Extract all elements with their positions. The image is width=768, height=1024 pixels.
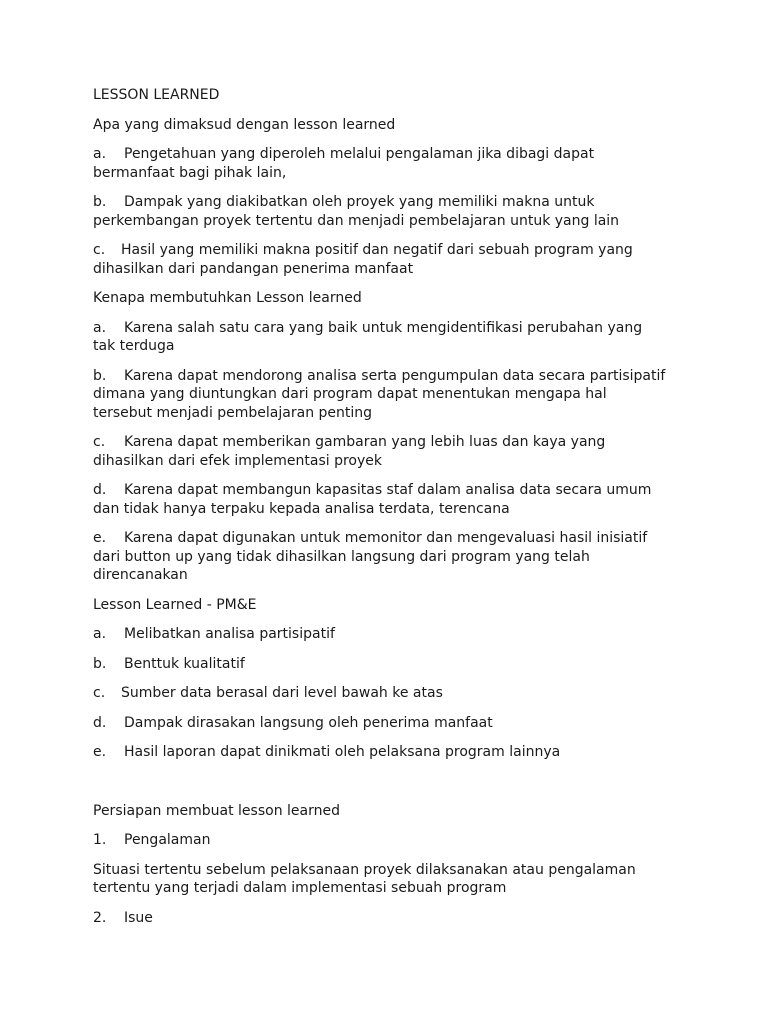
list-marker: 2. xyxy=(93,909,107,926)
list-text-cont: tak terduga xyxy=(93,338,175,354)
list-item xyxy=(93,529,693,585)
numbered-item xyxy=(93,831,693,850)
list-text-cont: dari button up yang tidak dihasilkan langsung dari program yang telah xyxy=(93,548,590,565)
list-text-cont: dan tidak hanya terpaku kepada analisa terdata, terencana xyxy=(93,500,510,517)
list-item xyxy=(93,367,693,423)
paragraph xyxy=(93,861,693,898)
list-text-cont: perkembangan proyek tertentu dan menjadi pembelajaran untuk yang lain xyxy=(93,212,620,229)
list-item xyxy=(93,193,693,230)
list-marker: b. xyxy=(93,194,107,210)
list-item xyxy=(93,714,693,733)
document-title: LESSON LEARNED xyxy=(93,87,220,103)
list-text-cont: dimana yang diuntungkan dari program dapat menentukan mengapa hal xyxy=(93,386,607,402)
list-text: Karena dapat memberikan gambaran yang lebih luas dan kaya yang xyxy=(124,434,606,450)
list-text-cont: tersebut menjadi pembelajaran penting xyxy=(93,404,373,421)
list-text-cont: bermanfaat bagi pihak lain, xyxy=(93,164,287,181)
section-heading: Apa yang dimaksud dengan lesson learned xyxy=(93,116,396,133)
list-text: Sumber data berasal dari level bawah ke atas xyxy=(121,685,443,701)
list-marker: c. xyxy=(93,242,106,258)
list-text: Pengetahuan yang diperoleh melalui pengalaman jika dibagi dapat xyxy=(124,146,595,162)
list-text: Karena dapat digunakan untuk memonitor dan mengevaluasi hasil inisiatif xyxy=(124,530,648,546)
list-marker: e. xyxy=(93,530,107,546)
list-marker: c. xyxy=(93,685,106,701)
list-marker: 1. xyxy=(93,832,107,848)
list-item xyxy=(93,145,693,182)
list-text: Karena dapat mendorong analisa serta pengumpulan data secara partisipatif xyxy=(124,367,666,384)
list-text: Isue xyxy=(124,909,153,926)
numbered-item xyxy=(93,909,693,928)
list-item xyxy=(93,319,693,356)
list-text: Hasil yang memiliki makna positif dan negatif dari sebuah program yang xyxy=(121,242,633,258)
list-text: Dampak dirasakan langsung oleh penerima manfaat xyxy=(124,714,493,731)
list-item xyxy=(93,684,693,703)
list-item xyxy=(93,241,693,278)
list-text-cont: dihasilkan dari pandangan penerima manfaat xyxy=(93,260,414,277)
list-text-cont: dihasilkan dari efek implementasi proyek xyxy=(93,452,382,469)
list-marker: d. xyxy=(93,482,107,498)
paragraph-line: tertentu yang terjadi dalam implementasi sebuah program xyxy=(93,880,507,896)
section-heading: Kenapa membutuhkan Lesson learned xyxy=(93,290,362,306)
list-marker: c. xyxy=(93,434,106,450)
section-heading: Lesson Learned - PM&E xyxy=(93,596,257,613)
paragraph-line: Situasi tertentu sebelum pelaksanaan proyek dilaksanakan atau pengalaman xyxy=(93,861,636,878)
list-text: Dampak yang diakibatkan oleh proyek yang memiliki makna untuk xyxy=(124,194,595,210)
list-item xyxy=(93,433,693,470)
list-item xyxy=(93,743,693,762)
list-marker: a. xyxy=(93,146,107,162)
list-text-cont: direncanakan xyxy=(93,567,188,583)
list-text: Benttuk kualitatif xyxy=(124,655,245,672)
list-marker: e. xyxy=(93,744,107,760)
list-marker: d. xyxy=(93,714,107,731)
list-text: Melibatkan analisa partisipatif xyxy=(124,626,335,642)
list-text: Karena salah satu cara yang baik untuk mengidentifikasi perubahan yang xyxy=(124,319,643,336)
list-text: Karena dapat membangun kapasitas staf dalam analisa data secara umum xyxy=(124,482,652,498)
list-marker: a. xyxy=(93,319,107,336)
document-page xyxy=(93,86,693,938)
list-marker: a. xyxy=(93,626,107,642)
list-marker: b. xyxy=(93,655,107,672)
list-item xyxy=(93,625,693,644)
list-text: Pengalaman xyxy=(124,832,211,848)
list-item xyxy=(93,655,693,674)
list-marker: b. xyxy=(93,367,107,384)
list-item xyxy=(93,481,693,518)
section-heading: Persiapan membuat lesson learned xyxy=(93,802,340,819)
list-text: Hasil laporan dapat dinikmati oleh pelaksana program lainnya xyxy=(124,744,561,760)
